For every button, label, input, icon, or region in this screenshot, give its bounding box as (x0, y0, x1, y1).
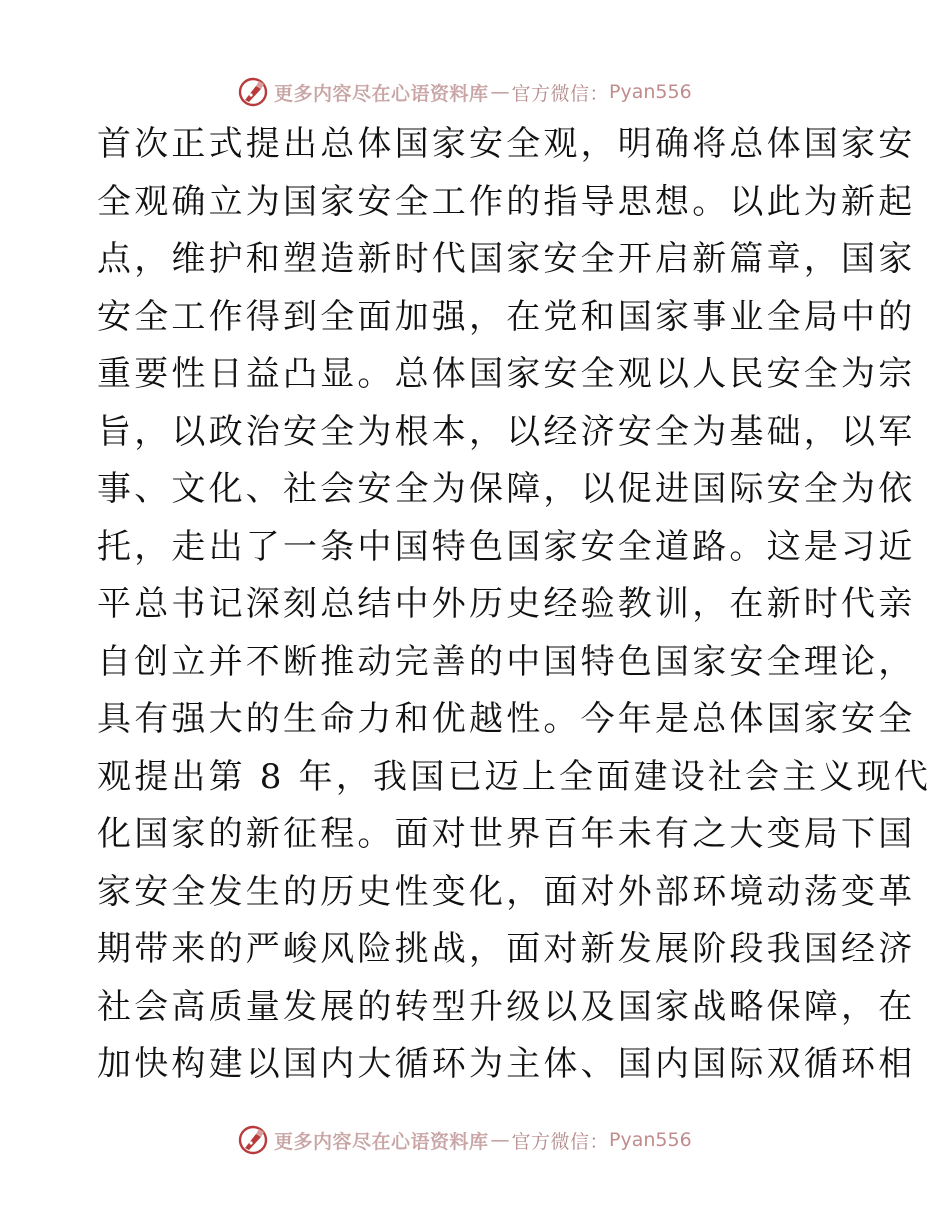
banner-wechat-id: Pyan556 (609, 81, 692, 103)
banner-wechat-label: 官方微信： (511, 1130, 610, 1153)
body-text (97, 116, 932, 1094)
body-line: 托，走出了一条中国特色国家安全道路。这是习近 (97, 526, 916, 567)
body-line: 安全工作得到全面加强，在党和国家事业全局中的 (97, 296, 916, 337)
body-line: 全观确立为国家安全工作的指导思想。以此为新起 (97, 181, 916, 222)
body-line: 旨，以政治安全为根本，以经济安全为基础，以军 (97, 411, 916, 452)
body-line: 点，维护和塑造新时代国家安全开启新篇章，国家 (97, 239, 916, 279)
body-line: 加快构建以国内大循环为主体、国内国际双循环相 (97, 1044, 916, 1084)
body-line: 观提出第 8 年，我国已迈上全面建设社会主义现代 (97, 756, 932, 797)
body-line: 自创立并不断推动完善的中国特色国家安全理论， (97, 641, 916, 682)
banner-title: 更多内容尽在心语资料库 (274, 82, 489, 105)
body-line: 平总书记深刻总结中外历史经验教训，在新时代亲 (97, 584, 916, 624)
banner-wechat-id: Pyan556 (609, 1129, 692, 1151)
banner-wechat-label: 官方微信： (511, 82, 610, 105)
body-line: 具有强大的生命力和优越性。今年是总体国家安全 (97, 699, 916, 739)
pen-nib-logo-icon (236, 1123, 270, 1157)
banner-separator: — (490, 1129, 510, 1151)
body-line: 期带来的严峻风险挑战，面对新发展阶段我国经济 (97, 929, 916, 969)
body-line: 首次正式提出总体国家安全观，明确将总体国家安 (97, 124, 916, 164)
body-line: 事、文化、社会安全为保障，以促进国际安全为依 (97, 469, 916, 509)
header-banner (236, 74, 692, 110)
banner-separator: — (490, 81, 510, 103)
banner-title: 更多内容尽在心语资料库 (274, 1130, 489, 1153)
body-line: 化国家的新征程。面对世界百年未有之大变局下国 (97, 814, 916, 854)
body-line: 社会高质量发展的转型升级以及国家战略保障，在 (97, 986, 916, 1027)
footer-banner (236, 1122, 692, 1158)
body-line: 家安全发生的历史性变化，面对外部环境动荡变革 (97, 871, 916, 912)
pen-nib-logo-icon (236, 75, 270, 109)
body-line: 重要性日益凸显。总体国家安全观以人民安全为宗 (97, 354, 916, 394)
